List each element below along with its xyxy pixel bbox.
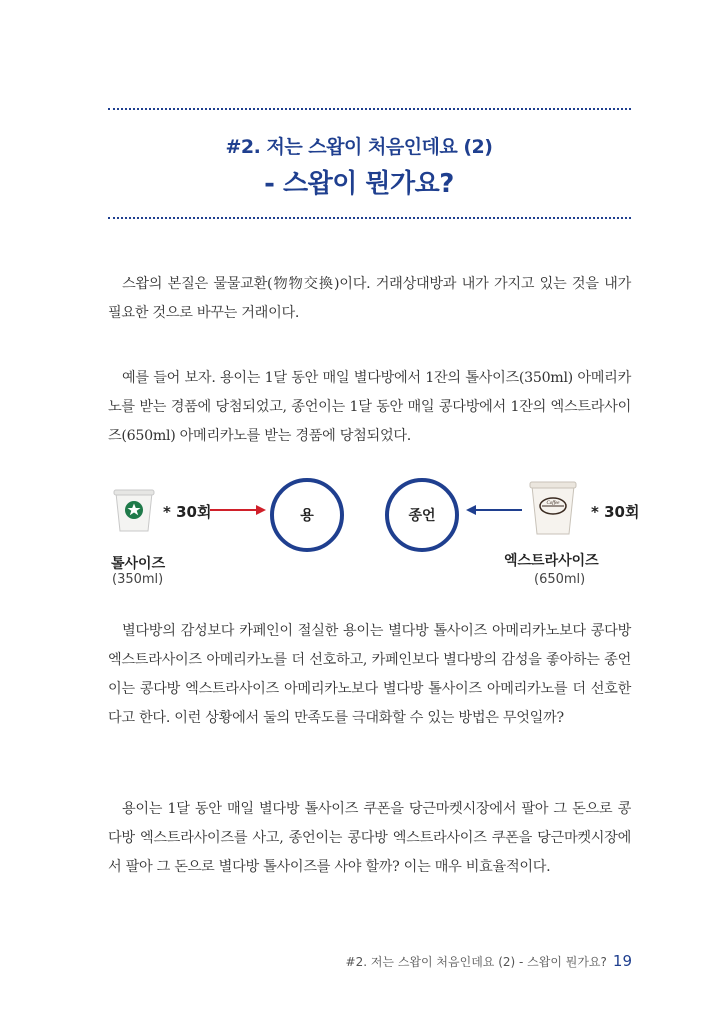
- bottom-dotted-divider: [108, 217, 631, 219]
- right-arrow: [466, 502, 522, 518]
- running-title: #2. 저는 스왑이 처음인데요 (2) - 스왑이 뭔가요?: [345, 955, 607, 969]
- page-number: 19: [612, 952, 632, 970]
- circle-jongeon: 종언: [385, 478, 459, 552]
- right-count-label: * 30회: [591, 503, 640, 521]
- paragraph-3: 별다방의 감성보다 카페인이 절실한 용이는 별다방 톨사이즈 아메리카노보다 콩다방 엑스트라사이즈 아메리카노를 더 선호하고, 카페인보다 별다방의 감성을 좋아하는 종언이는 콩다방 엑스트라사이즈 아메리카노보다 별다방 톨사이즈 아메리카노를 더 선호한다고 한다. 이런 상황에서 둘의 만족도를 극대화할 수 있는 방법은 무엇일까?: [108, 623, 631, 726]
- star-coffee-cup-icon: [112, 487, 156, 533]
- cup-logo-text: Coffee: [546, 501, 560, 506]
- paragraph-4: 용이는 1달 동안 매일 별다방 톨사이즈 쿠폰을 당근마켓시장에서 팔아 그 돈으로 콩다방 엑스트라사이즈를 사고, 종언이는 콩다방 엑스트라사이즈 쿠폰을 당근마켓시장에서 팔아 그 돈으로 별다방 톨사이즈를 사야 할까? 이는 매우 비효율적이다.: [108, 801, 631, 875]
- page-footer: [346, 952, 632, 970]
- extra-size-ml: (650ml): [534, 572, 586, 587]
- top-dotted-divider: [108, 108, 631, 110]
- circle-yong: 용: [270, 478, 344, 552]
- extra-size-label: 엑스트라사이즈: [504, 553, 599, 569]
- tall-size-label: 톨사이즈: [111, 556, 166, 572]
- tall-size-ml: (350ml): [112, 572, 164, 587]
- section-subtitle: #2. 저는 스왑이 처음인데요 (2): [225, 136, 493, 158]
- section-title: - 스왑이 뭔가요?: [264, 169, 454, 199]
- left-arrow: [210, 502, 266, 518]
- paragraph-1: 스왑의 본질은 물물교환(物物交換)이다. 거래상대방과 내가 가지고 있는 것을 내가 필요한 것으로 바꾸는 거래이다.: [108, 276, 631, 321]
- coffee-logo-cup-icon: [528, 480, 578, 536]
- left-count-label: * 30회: [163, 503, 212, 521]
- paragraph-2: 예를 들어 보자. 용이는 1달 동안 매일 별다방에서 1잔의 톨사이즈(350ml) 아메리카노를 받는 경품에 당첨되었고, 종언이는 1달 동안 매일 콩다방에서 1잔의 엑스트라사이즈(650ml) 아메리카노를 받는 경품에 당첨되었다.: [108, 370, 631, 444]
